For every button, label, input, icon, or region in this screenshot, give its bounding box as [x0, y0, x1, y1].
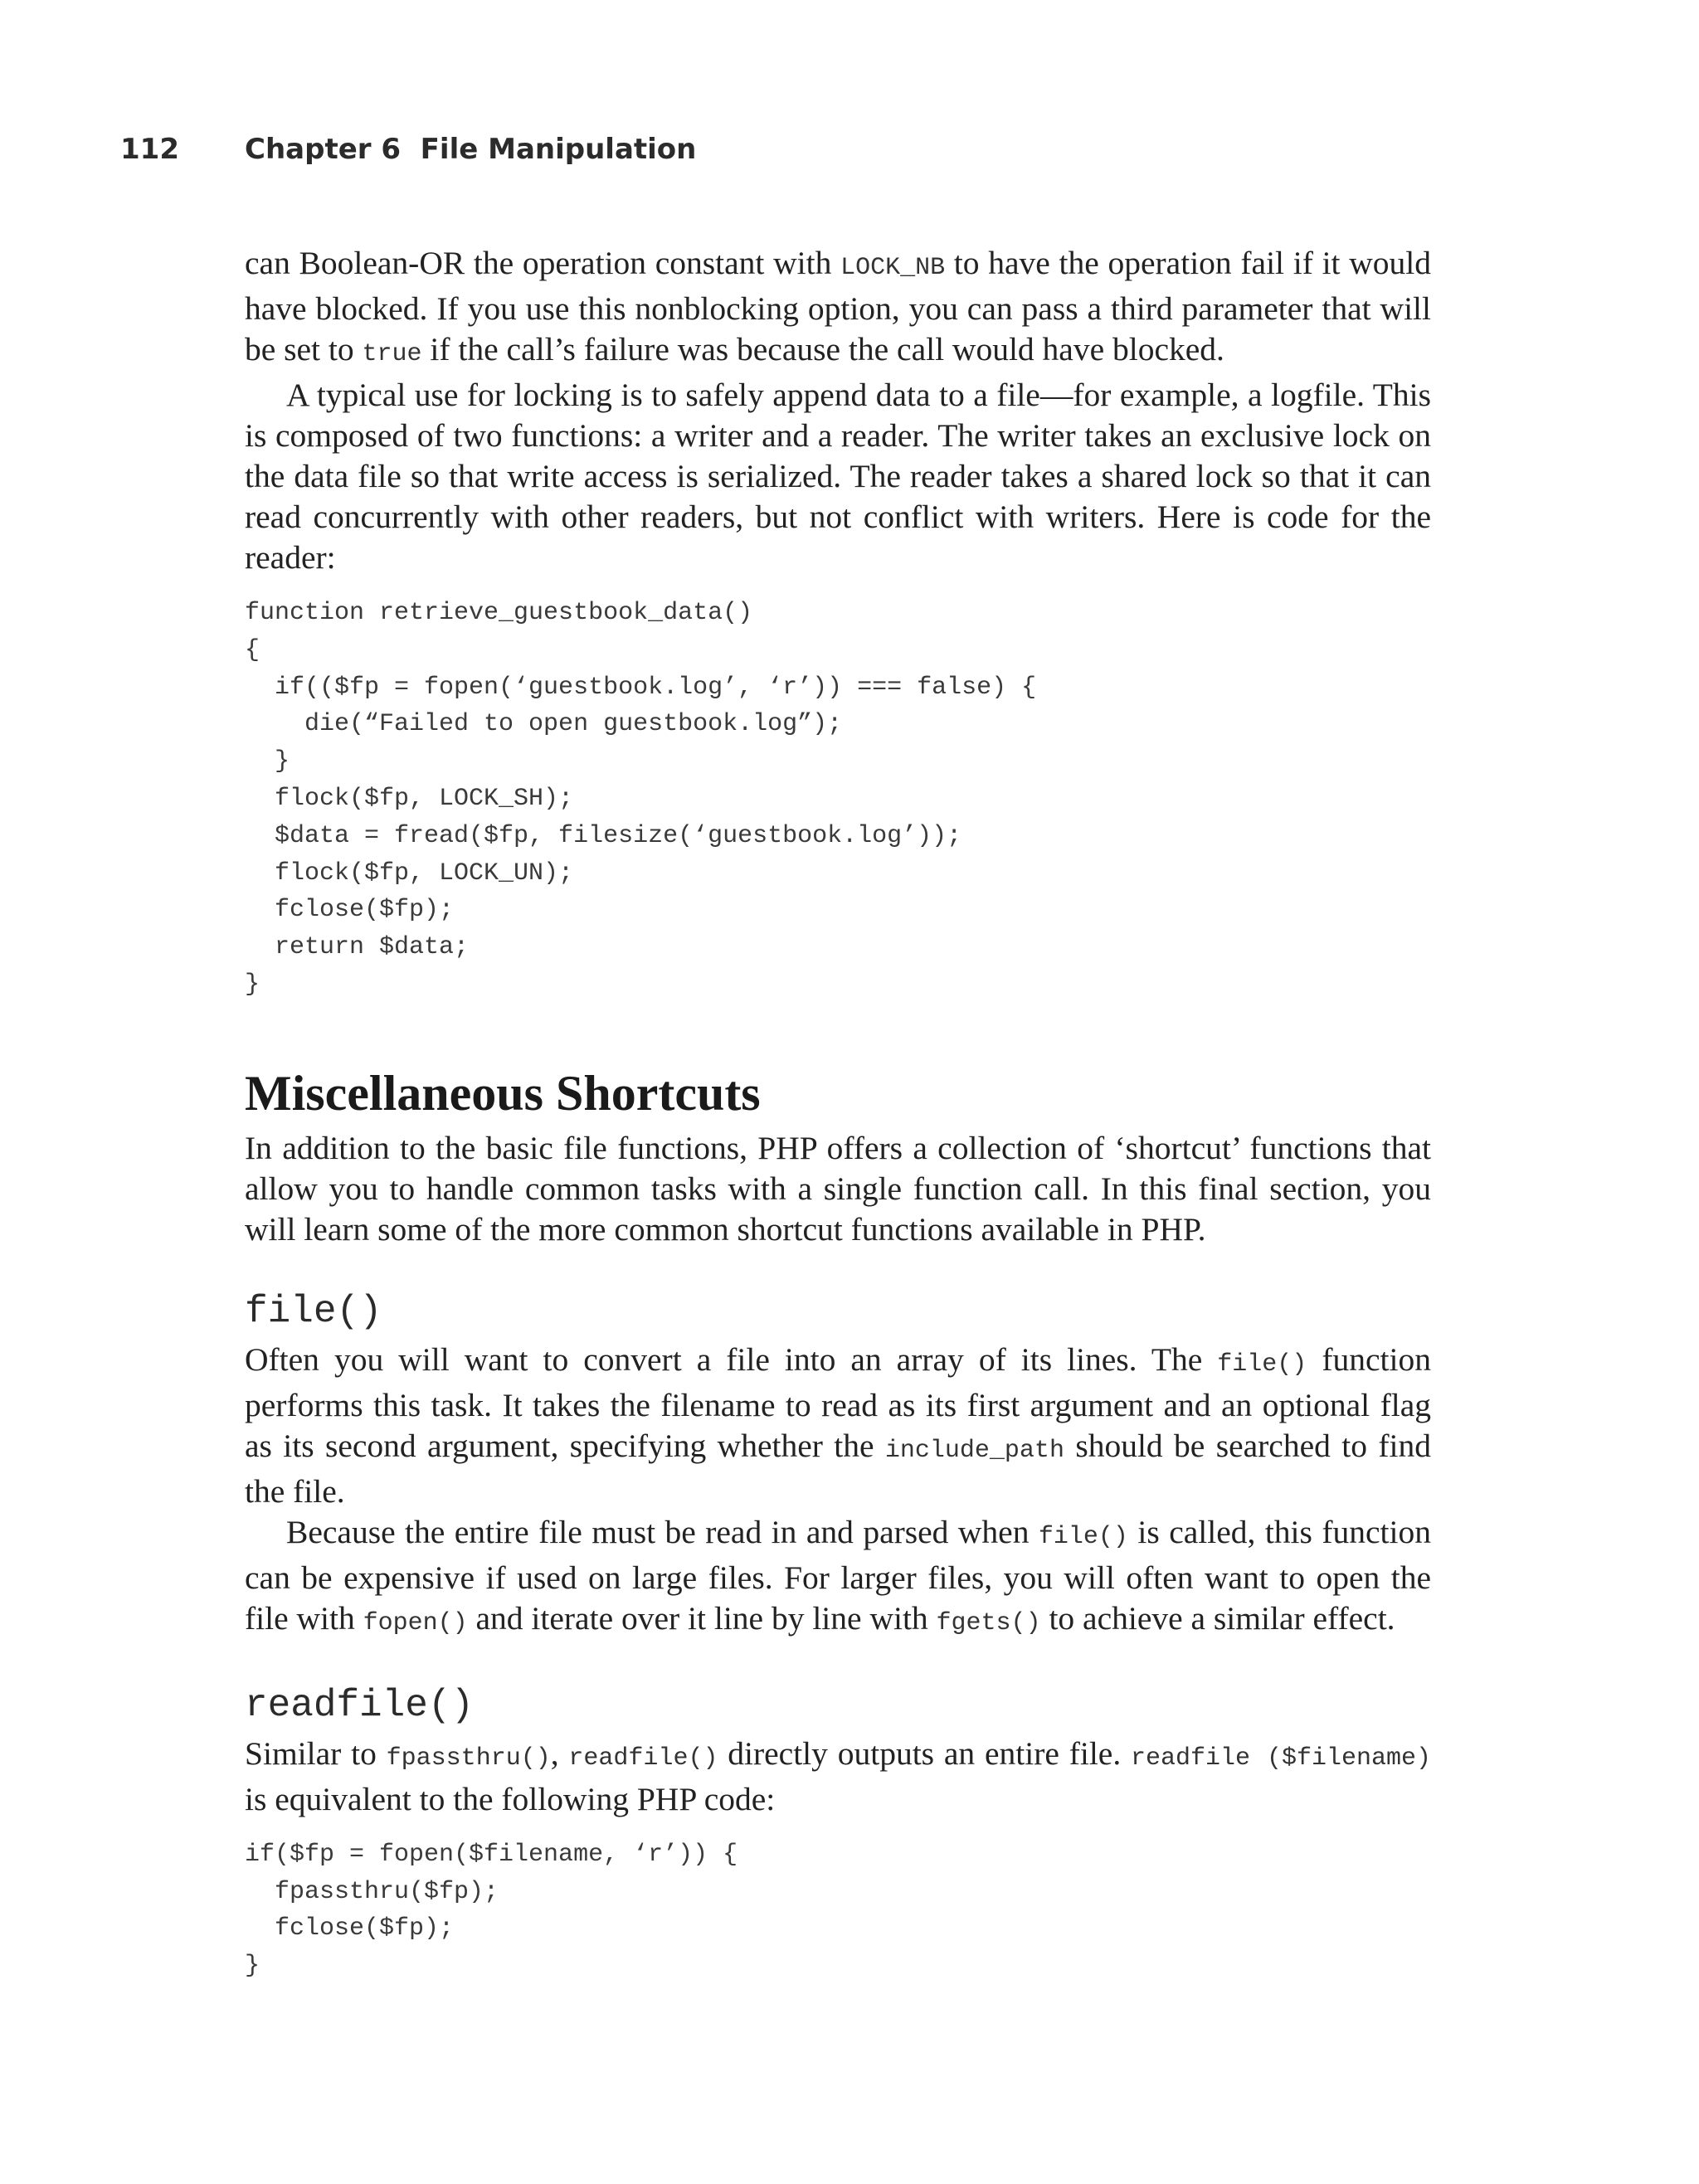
inline-code: fgets(): [936, 1608, 1041, 1637]
text-run: should be searched to find the file.: [245, 1427, 1431, 1510]
section-heading: Miscellaneous Shortcuts: [245, 1065, 761, 1121]
page-content: [245, 243, 1431, 1985]
readfile-function-heading: readfile(): [245, 1683, 475, 1727]
text-run: ,: [550, 1734, 569, 1772]
inline-code: readfile ($filename): [1131, 1744, 1432, 1773]
text-run: directly outputs an entire file.: [718, 1734, 1132, 1772]
section-intro-paragraph: In addition to the basic file functions, PHP offers a collection of ‘shortcut’ functions that allow you to handle common tasks with a single function call. In this final section, you will learn some of the more common shortcut functions available in PHP.: [245, 1129, 1431, 1248]
code-listing-readfile: if($fp = fopen($filename, ‘r’)) { fpassthru($fp); fclose($fp); }: [245, 1840, 738, 1981]
inline-code: fpassthru(): [386, 1744, 551, 1773]
file-paragraph-2: [245, 1512, 1431, 1644]
text-run: is equivalent to the following PHP code:: [245, 1780, 776, 1817]
inline-code: LOCK_NB: [840, 254, 946, 282]
inline-code: file(): [1217, 1350, 1307, 1379]
file-function-heading: file(): [245, 1289, 382, 1333]
text-run: to have the operation fail if it would have blocked. If you use this nonblocking option, you can pass a third parameter that will be set to: [245, 245, 1431, 367]
inline-code: true: [362, 340, 422, 368]
text-run: to achieve a similar effect.: [1040, 1599, 1395, 1637]
file-paragraph-1: [245, 1340, 1431, 1512]
inline-code: file(): [1038, 1522, 1128, 1551]
inline-code: fopen(): [363, 1608, 468, 1637]
running-head: [120, 133, 696, 166]
text-run: function performs this task. It takes the filename to read as its first argument and an optional flag as its second argument, specifying whether the: [245, 1340, 1431, 1464]
text-run: Similar to: [245, 1734, 387, 1772]
text-run: if the call’s failure was because the call would have blocked.: [421, 331, 1224, 367]
text-run: Often you will want to convert a file into an array of its lines. The: [245, 1340, 1218, 1378]
text-run: is called, this function can be expensive if used on large files. For larger files, you will often want to open the file with: [245, 1513, 1431, 1637]
inline-code: readfile(): [568, 1744, 718, 1773]
page-number: 112: [120, 133, 179, 166]
intro-paragraph-1: [245, 243, 1431, 375]
intro-paragraph-2: A typical use for locking is to safely append data to a file—for example, a logfile. This is composed of two functions: a writer and a reader. The writer takes an exclusive lock on the data file so that write access is serialized. The reader takes a shared lock so that it can read concurrently with other readers, but not conflict with writers. Here is code for the reader:: [245, 377, 1431, 576]
code-listing-reader: function retrieve_guestbook_data() { if(($fp = fopen(‘guestbook.log’, ‘r’)) === false) { die(“Failed to open guestbook.log”); } flock($fp, LOCK_SH); $data = fread($fp, filesize(‘guestbook.log’)); flock($fp, LOCK_UN); fclose($fp); return $data; }: [245, 599, 1037, 999]
text-run: Because the entire file must be read in and parsed when: [286, 1513, 1039, 1550]
chapter-title: Chapter 6 File Manipulation: [245, 133, 697, 166]
readfile-paragraph: [245, 1734, 1431, 1820]
text-run: and iterate over it line by line with: [467, 1599, 937, 1637]
inline-code: include_path: [884, 1436, 1064, 1465]
text-run: can Boolean-OR the operation constant with: [245, 245, 841, 281]
